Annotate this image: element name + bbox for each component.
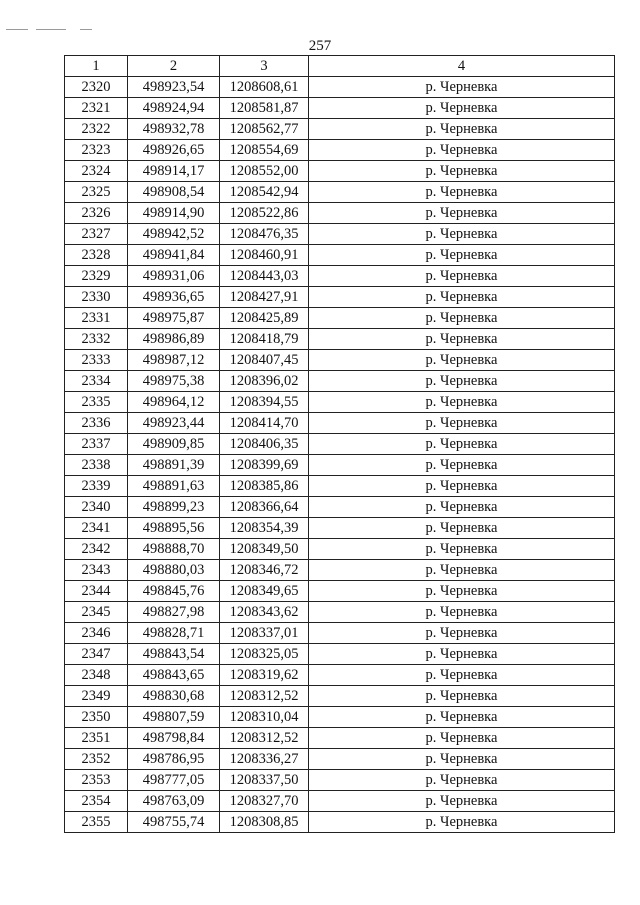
table-row (65, 497, 615, 518)
point-number-cell: 2320 (65, 77, 128, 98)
table-header-row (65, 56, 615, 77)
x-coordinate-cell: 498942,52 (128, 224, 220, 245)
table-row (65, 119, 615, 140)
point-number-cell: 2328 (65, 245, 128, 266)
y-coordinate-cell: 1208394,55 (220, 392, 309, 413)
x-coordinate-cell: 498909,85 (128, 434, 220, 455)
table-row (65, 539, 615, 560)
y-coordinate-cell: 1208427,91 (220, 287, 309, 308)
point-number-cell: 2346 (65, 623, 128, 644)
y-coordinate-cell: 1208349,65 (220, 581, 309, 602)
point-number-cell: 2345 (65, 602, 128, 623)
x-coordinate-cell: 498914,17 (128, 161, 220, 182)
table-row (65, 266, 615, 287)
description-cell: р. Черневка (309, 791, 615, 812)
column-header-2: 2 (128, 56, 220, 77)
y-coordinate-cell: 1208366,64 (220, 497, 309, 518)
x-coordinate-cell: 498975,38 (128, 371, 220, 392)
x-coordinate-cell: 498891,63 (128, 476, 220, 497)
table-row (65, 77, 615, 98)
description-cell: р. Черневка (309, 182, 615, 203)
table-row (65, 329, 615, 350)
table-row (65, 602, 615, 623)
table-row (65, 434, 615, 455)
description-cell: р. Черневка (309, 140, 615, 161)
y-coordinate-cell: 1208552,00 (220, 161, 309, 182)
x-coordinate-cell: 498777,05 (128, 770, 220, 791)
table-row (65, 686, 615, 707)
description-cell: р. Черневка (309, 560, 615, 581)
point-number-cell: 2337 (65, 434, 128, 455)
point-number-cell: 2355 (65, 812, 128, 833)
table-row (65, 203, 615, 224)
y-coordinate-cell: 1208346,72 (220, 560, 309, 581)
description-cell: р. Черневка (309, 623, 615, 644)
x-coordinate-cell: 498936,65 (128, 287, 220, 308)
point-number-cell: 2339 (65, 476, 128, 497)
table-row (65, 413, 615, 434)
y-coordinate-cell: 1208460,91 (220, 245, 309, 266)
table-row (65, 791, 615, 812)
x-coordinate-cell: 498828,71 (128, 623, 220, 644)
table-row (65, 518, 615, 539)
point-number-cell: 2324 (65, 161, 128, 182)
table-row (65, 161, 615, 182)
point-number-cell: 2326 (65, 203, 128, 224)
point-number-cell: 2349 (65, 686, 128, 707)
point-number-cell: 2329 (65, 266, 128, 287)
point-number-cell: 2327 (65, 224, 128, 245)
description-cell: р. Черневка (309, 518, 615, 539)
description-cell: р. Черневка (309, 434, 615, 455)
x-coordinate-cell: 498845,76 (128, 581, 220, 602)
table-row (65, 245, 615, 266)
y-coordinate-cell: 1208349,50 (220, 539, 309, 560)
x-coordinate-cell: 498843,65 (128, 665, 220, 686)
point-number-cell: 2352 (65, 749, 128, 770)
y-coordinate-cell: 1208343,62 (220, 602, 309, 623)
y-coordinate-cell: 1208336,27 (220, 749, 309, 770)
description-cell: р. Черневка (309, 119, 615, 140)
point-number-cell: 2331 (65, 308, 128, 329)
table-row (65, 455, 615, 476)
point-number-cell: 2330 (65, 287, 128, 308)
x-coordinate-cell: 498880,03 (128, 560, 220, 581)
description-cell: р. Черневка (309, 644, 615, 665)
x-coordinate-cell: 498888,70 (128, 539, 220, 560)
x-coordinate-cell: 498931,06 (128, 266, 220, 287)
point-number-cell: 2334 (65, 371, 128, 392)
x-coordinate-cell: 498923,54 (128, 77, 220, 98)
description-cell: р. Черневка (309, 350, 615, 371)
description-cell: р. Черневка (309, 581, 615, 602)
table-row (65, 728, 615, 749)
table-row (65, 623, 615, 644)
table-row (65, 749, 615, 770)
x-coordinate-cell: 498755,74 (128, 812, 220, 833)
x-coordinate-cell: 498932,78 (128, 119, 220, 140)
description-cell: р. Черневка (309, 539, 615, 560)
table-row (65, 560, 615, 581)
x-coordinate-cell: 498923,44 (128, 413, 220, 434)
table-row (65, 224, 615, 245)
point-number-cell: 2351 (65, 728, 128, 749)
table-row (65, 287, 615, 308)
y-coordinate-cell: 1208312,52 (220, 728, 309, 749)
description-cell: р. Черневка (309, 287, 615, 308)
scan-artifact-line (36, 29, 66, 30)
description-cell: р. Черневка (309, 686, 615, 707)
y-coordinate-cell: 1208406,35 (220, 434, 309, 455)
description-cell: р. Черневка (309, 665, 615, 686)
x-coordinate-cell: 498763,09 (128, 791, 220, 812)
x-coordinate-cell: 498964,12 (128, 392, 220, 413)
point-number-cell: 2325 (65, 182, 128, 203)
point-number-cell: 2353 (65, 770, 128, 791)
x-coordinate-cell: 498986,89 (128, 329, 220, 350)
x-coordinate-cell: 498827,98 (128, 602, 220, 623)
description-cell: р. Черневка (309, 161, 615, 182)
description-cell: р. Черневка (309, 329, 615, 350)
column-header-3: 3 (220, 56, 309, 77)
point-number-cell: 2344 (65, 581, 128, 602)
description-cell: р. Черневка (309, 749, 615, 770)
y-coordinate-cell: 1208327,70 (220, 791, 309, 812)
table-row (65, 707, 615, 728)
point-number-cell: 2343 (65, 560, 128, 581)
y-coordinate-cell: 1208399,69 (220, 455, 309, 476)
point-number-cell: 2332 (65, 329, 128, 350)
table-row (65, 98, 615, 119)
coordinates-table (64, 55, 615, 833)
table-row (65, 770, 615, 791)
description-cell: р. Черневка (309, 413, 615, 434)
y-coordinate-cell: 1208425,89 (220, 308, 309, 329)
point-number-cell: 2342 (65, 539, 128, 560)
table-row (65, 665, 615, 686)
description-cell: р. Черневка (309, 770, 615, 791)
description-cell: р. Черневка (309, 266, 615, 287)
table-row (65, 140, 615, 161)
column-header-1: 1 (65, 56, 128, 77)
x-coordinate-cell: 498786,95 (128, 749, 220, 770)
y-coordinate-cell: 1208325,05 (220, 644, 309, 665)
table-row (65, 182, 615, 203)
x-coordinate-cell: 498807,59 (128, 707, 220, 728)
y-coordinate-cell: 1208319,62 (220, 665, 309, 686)
description-cell: р. Черневка (309, 98, 615, 119)
y-coordinate-cell: 1208308,85 (220, 812, 309, 833)
y-coordinate-cell: 1208312,52 (220, 686, 309, 707)
y-coordinate-cell: 1208396,02 (220, 371, 309, 392)
x-coordinate-cell: 498924,94 (128, 98, 220, 119)
y-coordinate-cell: 1208310,04 (220, 707, 309, 728)
description-cell: р. Черневка (309, 224, 615, 245)
x-coordinate-cell: 498891,39 (128, 455, 220, 476)
description-cell: р. Черневка (309, 812, 615, 833)
point-number-cell: 2335 (65, 392, 128, 413)
table-row (65, 812, 615, 833)
table-row (65, 371, 615, 392)
x-coordinate-cell: 498899,23 (128, 497, 220, 518)
y-coordinate-cell: 1208443,03 (220, 266, 309, 287)
point-number-cell: 2322 (65, 119, 128, 140)
x-coordinate-cell: 498987,12 (128, 350, 220, 371)
point-number-cell: 2341 (65, 518, 128, 539)
point-number-cell: 2340 (65, 497, 128, 518)
table-row (65, 581, 615, 602)
table-row (65, 308, 615, 329)
y-coordinate-cell: 1208337,01 (220, 623, 309, 644)
description-cell: р. Черневка (309, 455, 615, 476)
description-cell: р. Черневка (309, 245, 615, 266)
x-coordinate-cell: 498926,65 (128, 140, 220, 161)
point-number-cell: 2336 (65, 413, 128, 434)
page-number: 257 (308, 38, 332, 54)
description-cell: р. Черневка (309, 707, 615, 728)
y-coordinate-cell: 1208414,70 (220, 413, 309, 434)
table-row (65, 350, 615, 371)
point-number-cell: 2333 (65, 350, 128, 371)
point-number-cell: 2338 (65, 455, 128, 476)
table-row (65, 644, 615, 665)
y-coordinate-cell: 1208542,94 (220, 182, 309, 203)
x-coordinate-cell: 498798,84 (128, 728, 220, 749)
y-coordinate-cell: 1208418,79 (220, 329, 309, 350)
table-body (65, 77, 615, 833)
description-cell: р. Черневка (309, 728, 615, 749)
x-coordinate-cell: 498914,90 (128, 203, 220, 224)
y-coordinate-cell: 1208476,35 (220, 224, 309, 245)
description-cell: р. Черневка (309, 203, 615, 224)
y-coordinate-cell: 1208581,87 (220, 98, 309, 119)
x-coordinate-cell: 498908,54 (128, 182, 220, 203)
y-coordinate-cell: 1208562,77 (220, 119, 309, 140)
description-cell: р. Черневка (309, 308, 615, 329)
description-cell: р. Черневка (309, 371, 615, 392)
point-number-cell: 2323 (65, 140, 128, 161)
description-cell: р. Черневка (309, 392, 615, 413)
x-coordinate-cell: 498843,54 (128, 644, 220, 665)
point-number-cell: 2347 (65, 644, 128, 665)
y-coordinate-cell: 1208337,50 (220, 770, 309, 791)
table-row (65, 476, 615, 497)
y-coordinate-cell: 1208554,69 (220, 140, 309, 161)
scan-artifact-line (6, 29, 28, 30)
column-header-4: 4 (309, 56, 615, 77)
x-coordinate-cell: 498830,68 (128, 686, 220, 707)
scan-artifact-line (80, 29, 92, 30)
x-coordinate-cell: 498975,87 (128, 308, 220, 329)
point-number-cell: 2350 (65, 707, 128, 728)
x-coordinate-cell: 498895,56 (128, 518, 220, 539)
y-coordinate-cell: 1208608,61 (220, 77, 309, 98)
point-number-cell: 2321 (65, 98, 128, 119)
y-coordinate-cell: 1208522,86 (220, 203, 309, 224)
description-cell: р. Черневка (309, 476, 615, 497)
table-row (65, 392, 615, 413)
description-cell: р. Черневка (309, 602, 615, 623)
y-coordinate-cell: 1208407,45 (220, 350, 309, 371)
description-cell: р. Черневка (309, 497, 615, 518)
y-coordinate-cell: 1208385,86 (220, 476, 309, 497)
x-coordinate-cell: 498941,84 (128, 245, 220, 266)
point-number-cell: 2348 (65, 665, 128, 686)
point-number-cell: 2354 (65, 791, 128, 812)
y-coordinate-cell: 1208354,39 (220, 518, 309, 539)
description-cell: р. Черневка (309, 77, 615, 98)
